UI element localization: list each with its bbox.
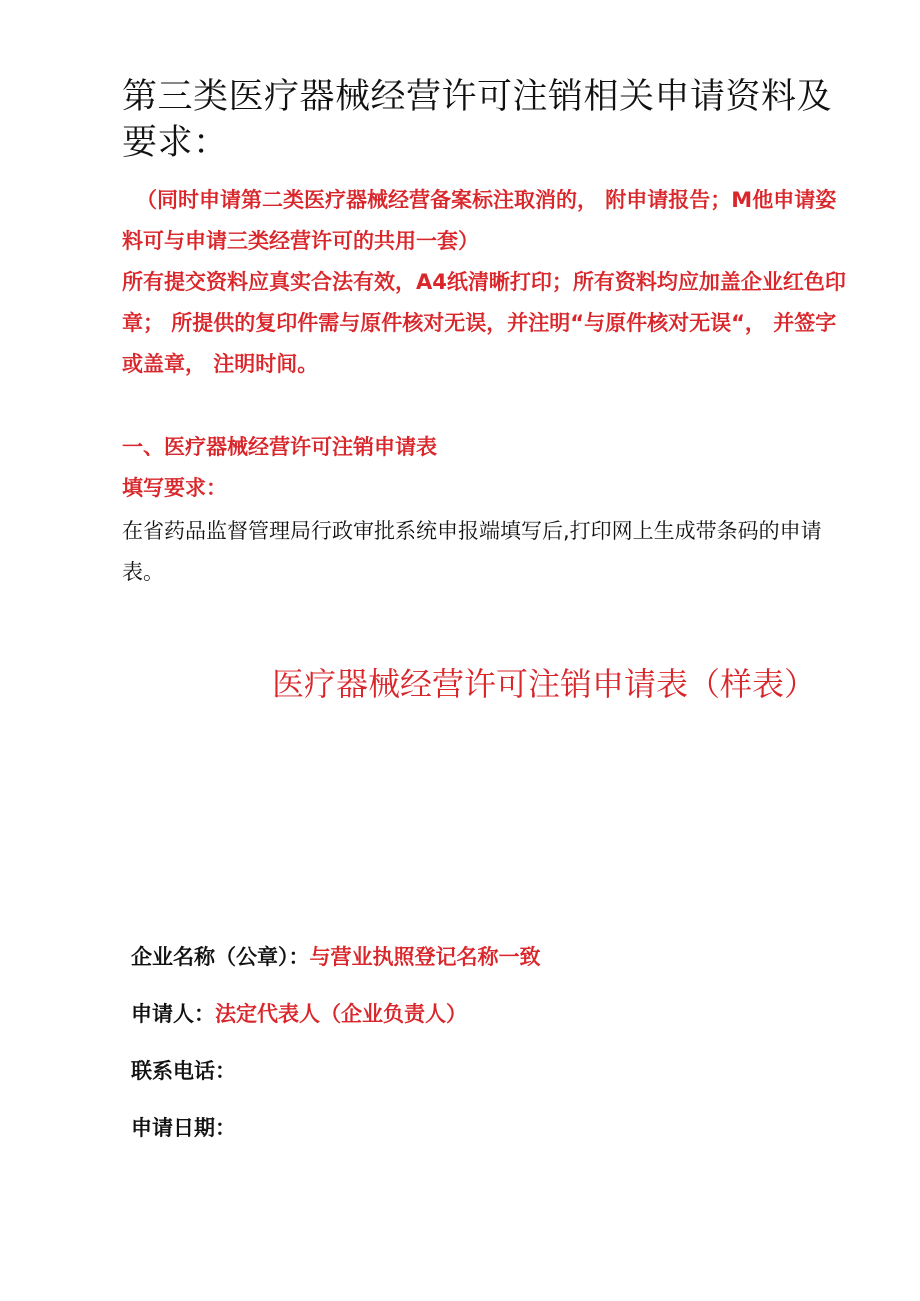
field-label: 申请日期： [131,1116,236,1140]
field-label: 联系电话： [131,1059,236,1083]
note-paragraph-1: （同时申请第二类医疗器械经营备案标注取消的， 附申请报告；M他申请姿料可与申请三类经营许可的共用一套） [122,188,837,253]
requirement-text: 在省药品监督管理局行政审批系统申报端填写后,打印网上生成带条码的申请表。 [122,519,822,584]
section-heading: 一、医疗器械经营许可注销申请表 [122,435,437,459]
document-page [122,74,854,593]
field-applicant [131,997,831,1054]
field-company-name [131,940,831,997]
requirement-label: 填写要求： [122,476,227,500]
note-paragraph-2: 所有提交资料应真实合法有效，A4纸清晰打印；所有资料均应加盖企业红色印章； 所提供的复印件需与原件核对无误，并注明“与原件核对无误“， 并签字或盖章， 注明时间。 [122,270,846,376]
form-sample-title: 医疗器械经营许可注销申请表（样表） [272,665,817,703]
field-date [131,1111,831,1168]
section-application-form [122,427,854,593]
form-fields [131,940,831,1168]
document-title: 第三类医疗器械经营许可注销相关申请资料及要求： [122,77,833,163]
field-value: 与营业执照登记名称一致 [309,945,541,969]
field-value: 法定代表人（企业负责人） [215,1002,467,1026]
field-phone [131,1054,831,1111]
field-label: 企业名称（公章）： [131,945,310,969]
field-label: 申请人： [131,1002,215,1026]
